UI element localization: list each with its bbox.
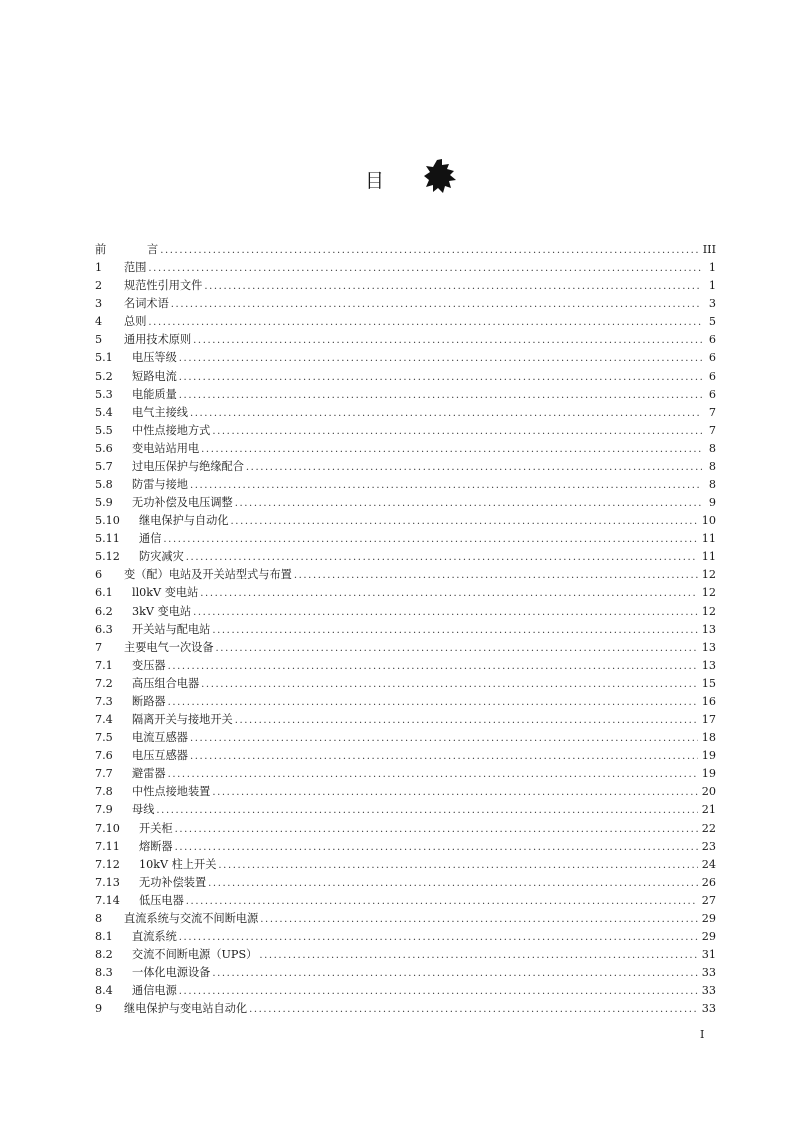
toc-entry[interactable]	[95, 783, 716, 801]
toc-entry[interactable]	[95, 801, 716, 819]
toc-entry-page: 11	[701, 550, 716, 564]
toc-entry-page: 15	[701, 676, 716, 690]
toc-entry-page: 7	[708, 405, 716, 419]
toc-entry[interactable]	[95, 295, 716, 313]
toc-dot-leader	[171, 296, 702, 314]
toc-entry[interactable]	[95, 820, 716, 838]
toc-entry-number: 9	[95, 1002, 103, 1016]
toc-entry[interactable]	[95, 982, 716, 1000]
toc-dot-leader	[294, 567, 698, 585]
toc-entry-page: 8	[708, 441, 716, 455]
toc-entry-page: 10	[701, 514, 716, 528]
toc-entry-number: 8.4	[95, 984, 113, 998]
toc-entry-number: 8.3	[95, 966, 113, 980]
toc-entry-title: 避雷器	[132, 767, 166, 781]
toc-entry-title: 范围	[124, 261, 147, 275]
toc-entry-title: 通用技术原则	[124, 333, 192, 347]
toc-entry-title: 继电保护与变电站自动化	[124, 1002, 248, 1016]
toc-entry[interactable]	[95, 928, 716, 946]
toc-entry-number: 7.1	[95, 658, 113, 672]
toc-entry-number: 7.3	[95, 694, 113, 708]
toc-entry[interactable]	[95, 349, 716, 367]
toc-entry-page: 26	[701, 875, 716, 889]
toc-dot-leader	[201, 676, 698, 694]
toc-dot-leader	[204, 278, 702, 296]
heading-char-lu-blot	[423, 158, 457, 194]
toc-entry-page: 11	[701, 532, 716, 546]
toc-dot-leader	[168, 658, 698, 676]
toc-entry-title: 开关柜	[139, 821, 173, 835]
toc-entry-title: 电压等级	[132, 351, 177, 365]
toc-entry-title: 名词术语	[124, 297, 169, 311]
toc-dot-leader	[175, 821, 698, 839]
toc-entry-number: 5.11	[95, 532, 120, 546]
toc-entry-number: 5.12	[95, 550, 120, 564]
toc-entry-page: 6	[708, 351, 716, 365]
toc-entry[interactable]	[95, 675, 716, 693]
toc-dot-leader	[212, 965, 697, 983]
toc-entry-number: 5.9	[95, 496, 113, 510]
toc-entry[interactable]	[95, 693, 716, 711]
toc-entry[interactable]	[95, 621, 716, 639]
toc-entry-number: 5.4	[95, 405, 113, 419]
toc-entry-number: 7.10	[95, 821, 120, 835]
toc-entry-title: 一体化电源设备	[132, 966, 211, 980]
toc-entry[interactable]	[95, 765, 716, 783]
toc-entry[interactable]	[95, 476, 716, 494]
toc-entry-title: 电能质量	[132, 387, 177, 401]
toc-entry[interactable]	[95, 910, 716, 928]
toc-entry[interactable]	[95, 874, 716, 892]
table-of-contents	[95, 241, 716, 1018]
toc-entry-title: 通信	[139, 532, 162, 546]
toc-entry-title: 变（配）电站及开关站型式与布置	[124, 568, 292, 582]
toc-entry-title: 交流不间断电源（UPS）	[132, 948, 258, 962]
toc-entry-title: 直流系统与交流不间断电源	[124, 911, 259, 925]
toc-entry-title: 电压互感器	[132, 749, 188, 763]
toc-dot-leader	[160, 242, 699, 260]
toc-entry-page: 29	[701, 911, 716, 925]
toc-entry-title: 无功补偿装置	[139, 875, 207, 889]
toc-dot-leader	[216, 640, 698, 658]
toc-entry-number: 7.5	[95, 731, 113, 745]
toc-entry[interactable]	[95, 241, 716, 259]
toc-entry[interactable]	[95, 368, 716, 386]
toc-entry[interactable]	[95, 386, 716, 404]
toc-entry-page: 3	[708, 297, 716, 311]
toc-entry[interactable]	[95, 584, 716, 602]
toc-dot-leader	[201, 441, 702, 459]
toc-entry[interactable]	[95, 657, 716, 675]
toc-entry-page: 12	[701, 568, 716, 582]
page-number: I	[700, 1028, 705, 1041]
toc-dot-leader	[190, 748, 698, 766]
toc-entry-title: 短路电流	[132, 369, 177, 383]
toc-entry-number: 6	[95, 568, 103, 582]
toc-entry-page: 19	[701, 749, 716, 763]
toc-entry-number: 7.14	[95, 893, 120, 907]
toc-entry-title: 通信电源	[132, 984, 177, 998]
toc-dot-leader	[235, 712, 698, 730]
toc-entry[interactable]	[95, 530, 716, 548]
toc-dot-leader	[190, 477, 702, 495]
toc-entry-number: 3	[95, 297, 103, 311]
toc-entry-number: 7.9	[95, 803, 113, 817]
toc-dot-leader	[163, 531, 697, 549]
toc-entry-title: 总则	[124, 315, 147, 329]
toc-entry[interactable]	[95, 458, 716, 476]
toc-dot-leader	[168, 694, 698, 712]
toc-entry[interactable]	[95, 548, 716, 566]
toc-entry-number: 8.2	[95, 948, 113, 962]
toc-entry-title: 高压组合电器	[132, 676, 200, 690]
toc-entry-title: 防灾减灾	[139, 550, 184, 564]
toc-entry[interactable]	[95, 856, 716, 874]
toc-entry-page: 23	[701, 839, 716, 853]
toc-entry-title: 隔离开关与接地开关	[132, 713, 233, 727]
toc-entry-page: 6	[708, 387, 716, 401]
heading-char-mu: 目	[365, 170, 385, 192]
toc-entry-title: 母线	[132, 803, 155, 817]
toc-entry[interactable]	[95, 277, 716, 295]
toc-entry-number: 7.8	[95, 785, 113, 799]
toc-entry-page: 33	[701, 966, 716, 980]
toc-entry[interactable]	[95, 639, 716, 657]
toc-entry[interactable]	[95, 838, 716, 856]
toc-entry-page: 8	[708, 459, 716, 473]
toc-dot-leader	[193, 604, 698, 622]
toc-entry-number: 8.1	[95, 929, 113, 943]
toc-dot-leader	[186, 549, 698, 567]
toc-entry-title: 10kV 柱上开关	[139, 857, 217, 871]
toc-entry-number: 7.6	[95, 749, 113, 763]
toc-dot-leader	[148, 314, 702, 332]
toc-entry-number: 7.12	[95, 857, 120, 871]
toc-heading	[0, 160, 794, 200]
toc-entry[interactable]	[95, 422, 716, 440]
toc-entry-number: 5.8	[95, 478, 113, 492]
toc-entry[interactable]	[95, 892, 716, 910]
toc-entry-title: 中性点接地方式	[132, 423, 211, 437]
toc-entry-page: 6	[708, 333, 716, 347]
toc-entry-title: 继电保护与自动化	[139, 514, 229, 528]
toc-dot-leader	[179, 929, 698, 947]
toc-dot-leader	[156, 802, 697, 820]
toc-entry-page: 31	[701, 948, 716, 962]
toc-entry-title: 3kV 变电站	[132, 604, 192, 618]
toc-entry-title: 电气主接线	[132, 405, 188, 419]
toc-entry-page: 33	[701, 1002, 716, 1016]
toc-entry-number: 7.7	[95, 767, 113, 781]
toc-dot-leader	[208, 875, 698, 893]
toc-entry-title: 过电压保护与绝缘配合	[132, 459, 244, 473]
toc-entry-page: 21	[701, 803, 716, 817]
toc-entry-title: ll0kV 变电站	[132, 586, 199, 600]
toc-entry-title: 主要电气一次设备	[124, 640, 214, 654]
toc-entry-number: 2	[95, 279, 103, 293]
toc-entry-page: 29	[701, 929, 716, 943]
toc-dot-leader	[259, 947, 697, 965]
toc-entry-page: 13	[701, 658, 716, 672]
toc-entry[interactable]	[95, 313, 716, 331]
toc-dot-leader	[212, 784, 697, 802]
toc-entry-title: 变电站站用电	[132, 441, 200, 455]
toc-dot-leader	[235, 495, 702, 513]
toc-entry-title: 中性点接地装置	[132, 785, 211, 799]
toc-dot-leader	[175, 839, 698, 857]
toc-entry-title: 电流互感器	[132, 731, 188, 745]
toc-entry-title: 直流系统	[132, 929, 177, 943]
toc-entry[interactable]	[95, 331, 716, 349]
toc-entry-title: 防雷与接地	[132, 478, 188, 492]
toc-entry-title: 断路器	[132, 694, 166, 708]
toc-entry-page: 33	[701, 984, 716, 998]
toc-entry[interactable]	[95, 711, 716, 729]
toc-dot-leader	[212, 423, 702, 441]
toc-entry-number: 7.2	[95, 676, 113, 690]
toc-entry-page: 1	[708, 279, 716, 293]
toc-entry-number: 前	[95, 243, 107, 256]
toc-entry-number: 5.5	[95, 423, 113, 437]
toc-dot-leader	[186, 893, 698, 911]
toc-entry-title: 言	[147, 243, 159, 256]
toc-entry[interactable]	[95, 566, 716, 584]
toc-dot-leader	[179, 983, 698, 1001]
toc-entry-page: III	[702, 243, 716, 256]
toc-entry-page: 22	[701, 821, 716, 835]
toc-entry-number: 7	[95, 640, 103, 654]
toc-entry-page: 16	[701, 694, 716, 708]
toc-dot-leader	[168, 766, 698, 784]
toc-entry-number: 6.1	[95, 586, 113, 600]
toc-dot-leader	[193, 332, 702, 350]
toc-entry-page: 7	[708, 423, 716, 437]
toc-entry-page: 13	[701, 622, 716, 636]
toc-entry-number: 1	[95, 261, 103, 275]
toc-entry-page: 12	[701, 604, 716, 618]
toc-entry-number: 5.1	[95, 351, 113, 365]
toc-entry-page: 12	[701, 586, 716, 600]
toc-entry-page: 20	[701, 785, 716, 799]
toc-entry-number: 6.3	[95, 622, 113, 636]
toc-entry-number: 5.7	[95, 459, 113, 473]
toc-dot-leader	[249, 1001, 698, 1019]
toc-entry-number: 5.2	[95, 369, 113, 383]
toc-dot-leader	[179, 387, 702, 405]
toc-entry[interactable]	[95, 404, 716, 422]
toc-entry[interactable]	[95, 1000, 716, 1018]
toc-entry-title: 规范性引用文件	[124, 279, 203, 293]
toc-entry-page: 5	[708, 315, 716, 329]
toc-entry-number: 7.11	[95, 839, 120, 853]
toc-entry-title: 熔断器	[139, 839, 173, 853]
toc-entry-number: 6.2	[95, 604, 113, 618]
toc-dot-leader	[212, 622, 697, 640]
toc-entry[interactable]	[95, 259, 716, 277]
toc-entry-number: 4	[95, 315, 103, 329]
toc-entry[interactable]	[95, 946, 716, 964]
toc-entry-page: 13	[701, 640, 716, 654]
toc-entry-number: 5	[95, 333, 103, 347]
toc-entry[interactable]	[95, 494, 716, 512]
toc-entry-page: 8	[708, 478, 716, 492]
toc-entry-page: 17	[701, 713, 716, 727]
toc-entry-number: 8	[95, 911, 103, 925]
toc-dot-leader	[246, 459, 702, 477]
toc-entry-page: 9	[708, 496, 716, 510]
toc-entry-number: 5.10	[95, 514, 120, 528]
toc-dot-leader	[190, 405, 702, 423]
toc-entry-page: 24	[701, 857, 716, 871]
toc-entry[interactable]	[95, 964, 716, 982]
toc-entry[interactable]	[95, 747, 716, 765]
toc-dot-leader	[231, 513, 698, 531]
toc-entry-number: 7.4	[95, 713, 113, 727]
toc-entry-number: 7.13	[95, 875, 120, 889]
toc-entry-page: 6	[708, 369, 716, 383]
toc-entry[interactable]	[95, 729, 716, 747]
toc-entry-page: 18	[701, 731, 716, 745]
toc-dot-leader	[218, 857, 697, 875]
toc-dot-leader	[190, 730, 698, 748]
toc-entry-page: 19	[701, 767, 716, 781]
toc-dot-leader	[200, 585, 697, 603]
toc-entry[interactable]	[95, 603, 716, 621]
toc-dot-leader	[179, 369, 702, 387]
toc-dot-leader	[260, 911, 697, 929]
toc-entry-title: 变压器	[132, 658, 166, 672]
toc-dot-leader	[148, 260, 702, 278]
toc-entry-page: 27	[701, 893, 716, 907]
toc-entry-title: 低压电器	[139, 893, 184, 907]
toc-entry-title: 开关站与配电站	[132, 622, 211, 636]
toc-entry-number: 5.3	[95, 387, 113, 401]
toc-dot-leader	[179, 350, 702, 368]
toc-entry-number: 5.6	[95, 441, 113, 455]
toc-entry[interactable]	[95, 440, 716, 458]
toc-entry[interactable]	[95, 512, 716, 530]
toc-entry-page: 1	[708, 261, 716, 275]
toc-entry-title: 无功补偿及电压调整	[132, 496, 233, 510]
